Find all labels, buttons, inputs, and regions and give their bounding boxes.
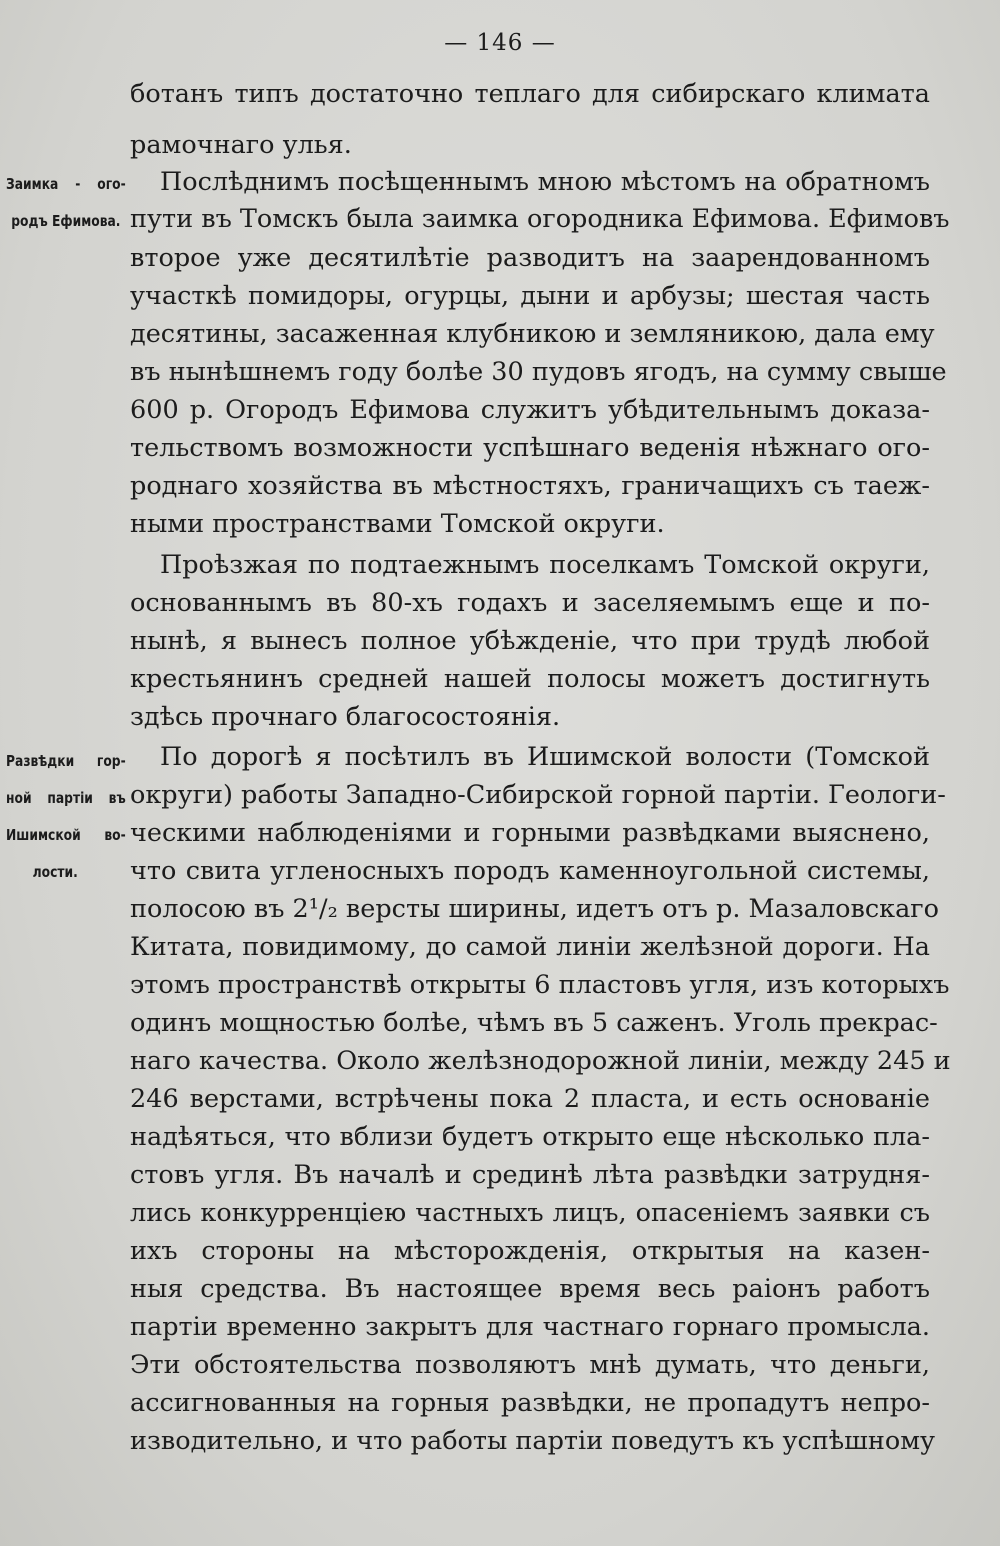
text-line: 600 р. Огородъ Ефимова служитъ убѣдительнымъ доказа- xyxy=(130,395,930,425)
page-number: — 146 — xyxy=(444,30,556,56)
margin-note-zaimka-line-1: Заимка - ого- xyxy=(6,175,126,193)
text-line: второе уже десятилѣтіе разводитъ на заарендованномъ xyxy=(130,243,930,273)
text-line: Послѣднимъ посѣщеннымъ мною мѣстомъ на обратномъ xyxy=(160,167,930,197)
text-line: пути въ Томскъ была заимка огородника Ефимова. Ефимовъ xyxy=(130,204,950,234)
text-line: ихъ стороны на мѣсторожденія, открытыя на казен- xyxy=(130,1236,930,1266)
text-line: надѣяться, что вблизи будетъ открыто еще нѣсколько пла- xyxy=(130,1122,930,1152)
text-line: роднаго хозяйства въ мѣстностяхъ, граничащихъ съ таеж- xyxy=(130,471,930,501)
text-line: рамочнаго улья. xyxy=(130,130,352,160)
margin-note-zaimka-line-2: родъ Ефимова. xyxy=(11,212,121,230)
text-line: десятины, засаженная клубникою и земляникою, дала ему xyxy=(130,319,935,349)
text-line: тельствомъ возможности успѣшнаго веденія нѣжнаго ого- xyxy=(130,433,930,463)
text-line: нынѣ, я вынесъ полное убѣжденіе, что при трудѣ любой xyxy=(130,626,930,656)
text-line: въ нынѣшнемъ году болѣе 30 пудовъ ягодъ, на сумму свыше xyxy=(130,357,947,387)
text-line: крестьянинъ средней нашей полосы можетъ достигнуть xyxy=(130,664,930,694)
text-line: здѣсь прочнаго благосостоянія. xyxy=(130,702,561,732)
text-line: Китата, повидимому, до самой линіи желѣзной дороги. На xyxy=(130,932,930,962)
margin-note-razvedki-line-2: ной партіи въ xyxy=(6,789,126,807)
margin-note-razvedki-line-4: лости. xyxy=(32,863,78,881)
text-line: наго качества. Около желѣзнодорожной линіи, между 245 и xyxy=(130,1046,951,1076)
text-line: стовъ угля. Въ началѣ и срединѣ лѣта развѣдки затрудня- xyxy=(130,1160,930,1190)
text-line: полосою въ 2¹/₂ версты ширины, идетъ отъ р. Мазаловскаго xyxy=(130,894,939,924)
text-line: ческими наблюденіями и горными развѣдками выяснено, xyxy=(130,818,930,848)
text-line: 246 верстами, встрѣчены пока 2 пласта, и есть основаніе xyxy=(130,1084,930,1114)
text-line: партіи временно закрытъ для частнаго горнаго промысла. xyxy=(130,1312,930,1342)
margin-note-razvedki-line-1: Развѣдки гор- xyxy=(6,752,126,770)
text-line: ассигнованныя на горныя развѣдки, не пропадутъ непро- xyxy=(130,1388,930,1418)
text-line: ныя средства. Въ настоящее время весь раіонъ работъ xyxy=(130,1274,930,1304)
text-line: ными пространствами Томской округи. xyxy=(130,509,665,539)
margin-note-razvedki-line-3: Ишимской во- xyxy=(6,826,126,844)
text-line: одинъ мощностью болѣе, чѣмъ въ 5 саженъ. Уголь прекрас- xyxy=(130,1008,938,1038)
text-line: округи) работы Западно-Сибирской горной партіи. Геологи- xyxy=(130,780,946,810)
text-line: Проѣзжая по подтаежнымъ поселкамъ Томской округи, xyxy=(160,550,930,580)
text-line: ботанъ типъ достаточно теплаго для сибирскаго климата xyxy=(130,79,930,109)
text-line: По дорогѣ я посѣтилъ въ Ишимской волости (Томской xyxy=(160,742,930,772)
text-line: изводительно, и что работы партіи поведутъ къ успѣшному xyxy=(130,1426,936,1456)
text-line: участкѣ помидоры, огурцы, дыни и арбузы; шестая часть xyxy=(130,281,930,311)
text-line: основаннымъ въ 80-хъ годахъ и заселяемымъ еще и по- xyxy=(130,588,930,618)
text-line: этомъ пространствѣ открыты 6 пластовъ угля, изъ которыхъ xyxy=(130,970,950,1000)
text-line: что свита угленосныхъ породъ каменноугольной системы, xyxy=(130,856,930,886)
text-line: лись конкурренціею частныхъ лицъ, опасеніемъ заявки съ xyxy=(130,1198,930,1228)
text-line: Эти обстоятельства позволяютъ мнѣ думать, что деньги, xyxy=(130,1350,930,1380)
